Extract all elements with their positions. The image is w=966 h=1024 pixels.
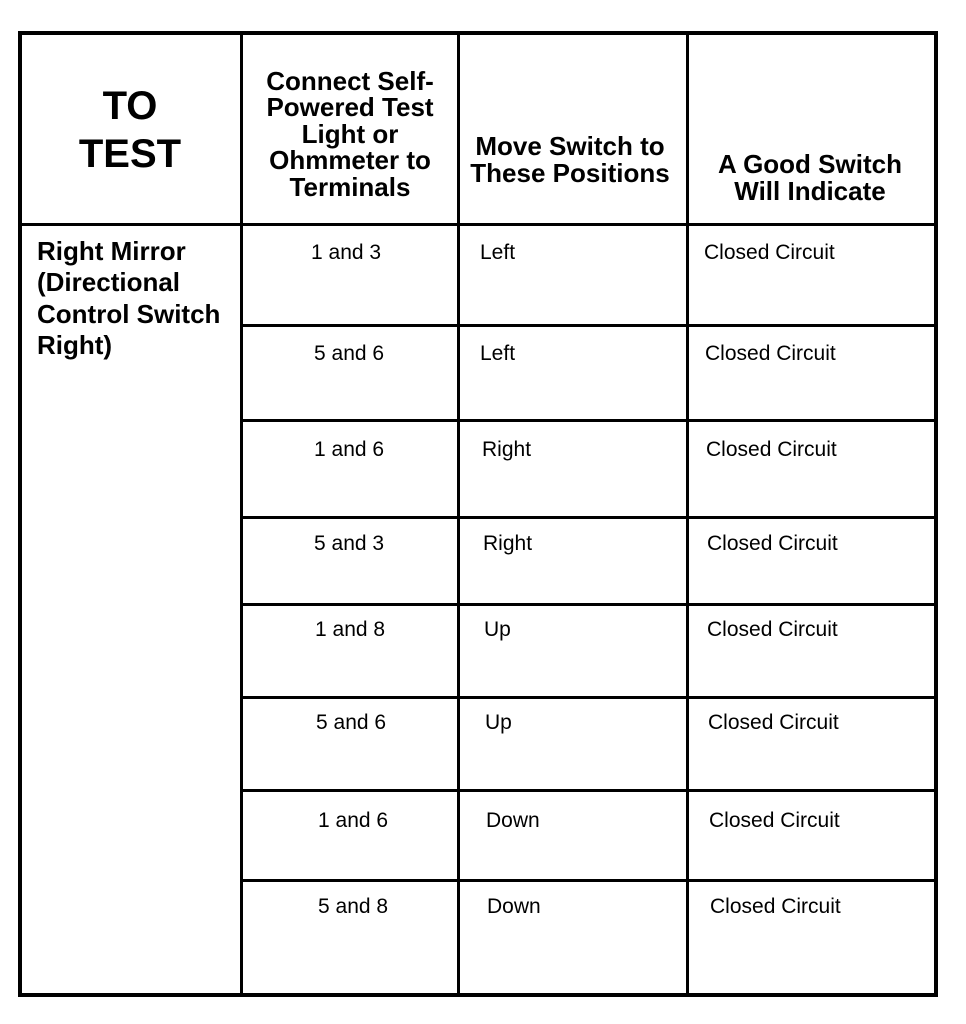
position-cell: Up <box>485 711 512 734</box>
header-terminals: Connect Self-Powered Test Light or Ohmmeter to Terminals <box>266 65 434 202</box>
terminals-cell: 5 and 6 <box>316 711 387 734</box>
column-divider <box>686 33 689 995</box>
terminals-cell: 5 and 8 <box>318 895 389 918</box>
terminals-cell: 1 and 3 <box>311 241 382 264</box>
result-cell: Closed Circuit <box>705 342 836 365</box>
terminals-cell: 5 and 3 <box>314 532 385 555</box>
position-cell: Down <box>487 895 541 918</box>
row-divider <box>243 516 936 519</box>
column-divider <box>240 33 243 995</box>
result-cell: Closed Circuit <box>707 618 838 641</box>
row-label: Right Mirror (Directional Control Switch Right) <box>37 236 221 361</box>
result-cell: Closed Circuit <box>709 809 840 832</box>
row-divider <box>243 696 936 699</box>
header-positions: Move Switch to These Positions <box>470 131 670 188</box>
result-cell: Closed Circuit <box>708 711 839 734</box>
position-cell: Left <box>480 241 516 264</box>
row-divider <box>243 879 936 882</box>
row-divider <box>243 789 936 792</box>
row-divider <box>243 419 936 422</box>
result-cell: Closed Circuit <box>707 532 838 555</box>
terminals-cell: 1 and 6 <box>314 438 385 461</box>
header-divider <box>20 223 936 226</box>
result-cell: Closed Circuit <box>704 241 835 264</box>
terminals-cell: 1 and 6 <box>318 809 389 832</box>
terminals-cell: 5 and 6 <box>314 342 385 365</box>
position-cell: Up <box>484 618 511 641</box>
position-cell: Left <box>480 342 516 365</box>
position-cell: Down <box>486 809 540 832</box>
position-cell: Right <box>483 532 533 555</box>
result-cell: Closed Circuit <box>710 895 841 918</box>
terminals-cell: 1 and 8 <box>315 618 386 641</box>
row-divider <box>243 603 936 606</box>
header-to-test: TO TEST <box>78 84 182 176</box>
position-cell: Right <box>482 438 532 461</box>
header-indicates: A Good Switch Will Indicate <box>718 149 902 206</box>
column-divider <box>457 33 460 995</box>
row-divider <box>243 324 936 327</box>
result-cell: Closed Circuit <box>706 438 837 461</box>
